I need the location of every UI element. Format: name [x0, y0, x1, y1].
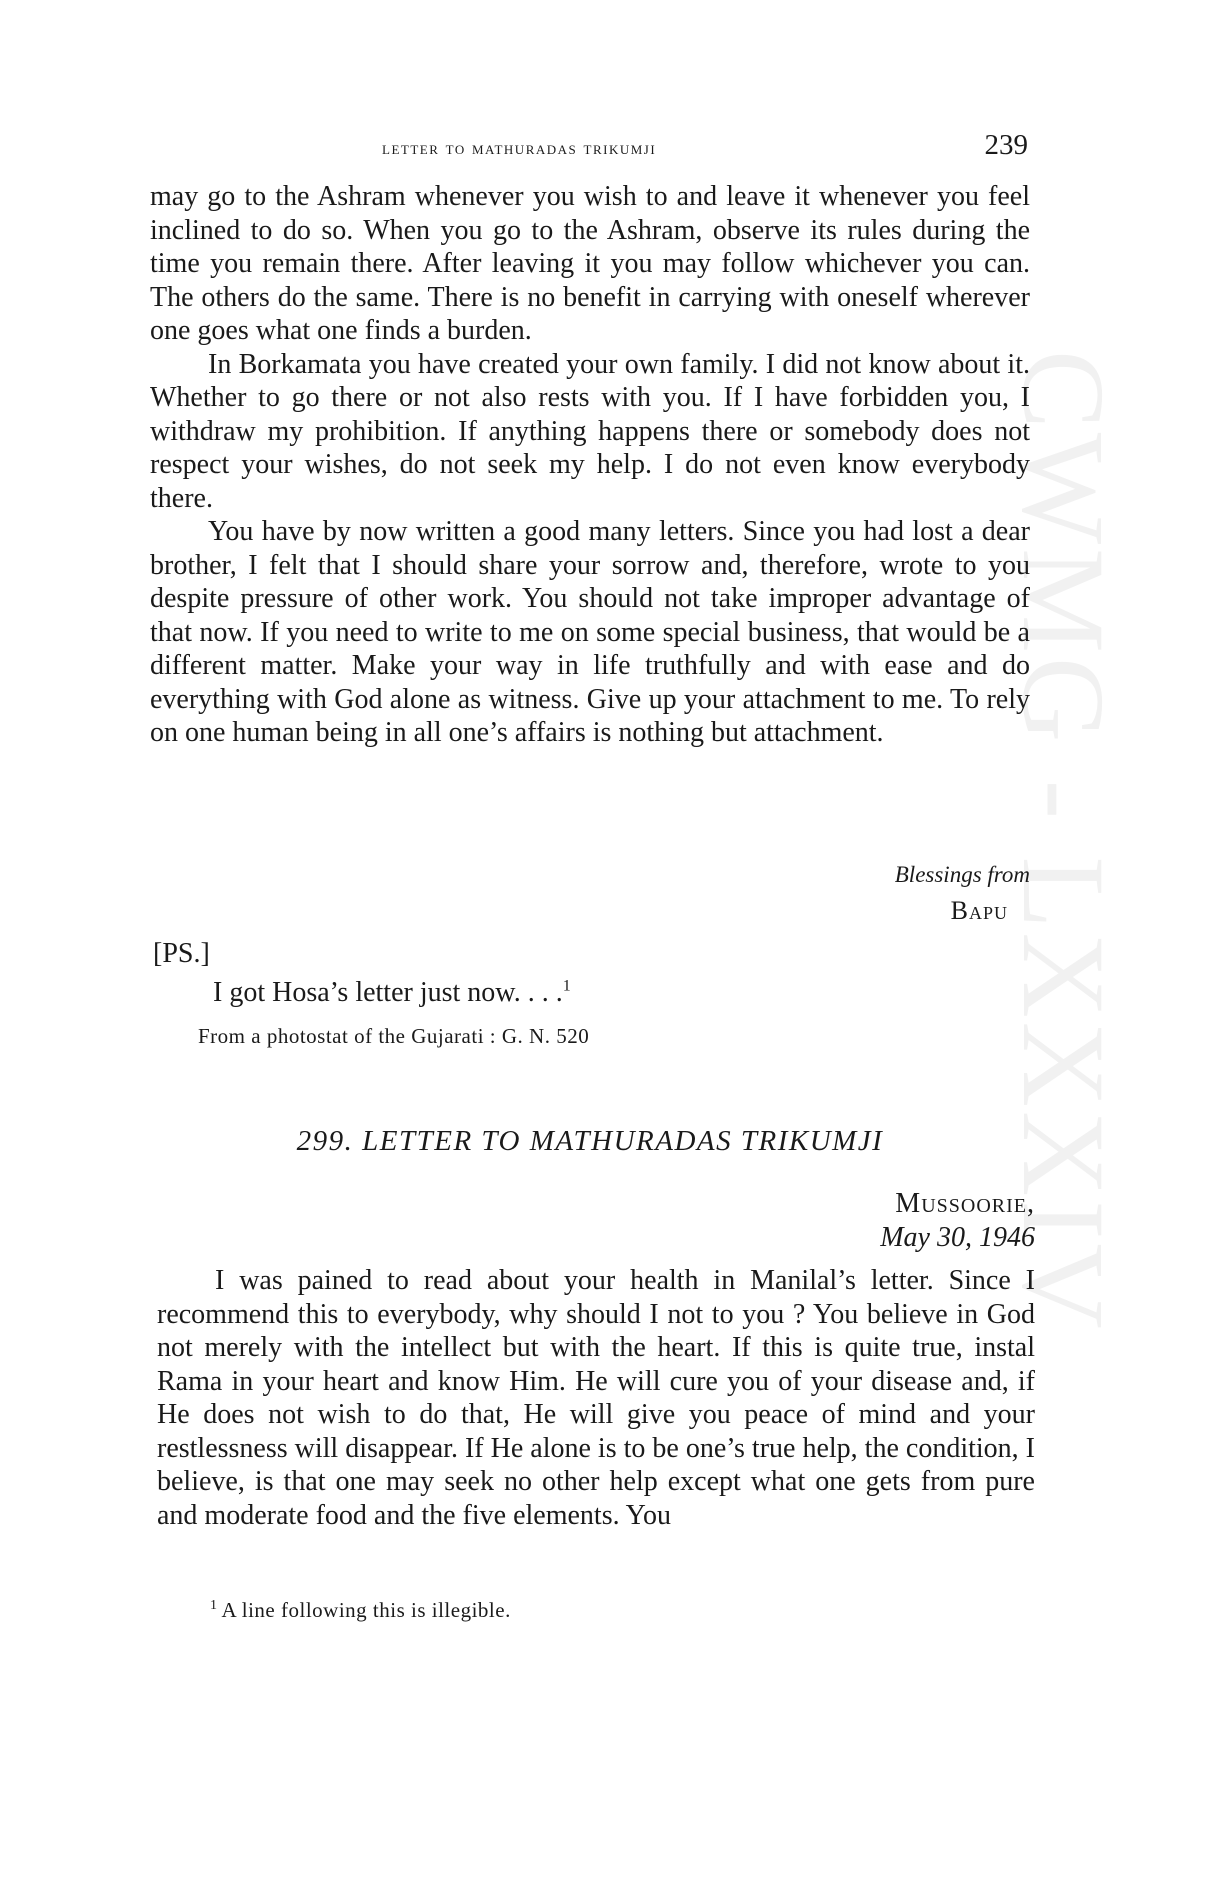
- source-note: From a photostat of the Gujarati : G. N. 520: [198, 1024, 590, 1048]
- postscript-text: [213, 977, 571, 1009]
- letter-place: Mussoorie,: [895, 1188, 1035, 1219]
- letter-body: [157, 1264, 1035, 1532]
- paragraph-4: I was pained to read about your health in Manilal’s letter. Since I recommend this to everybody, why should I not to you ? You believe in God not merely with the intellect but with the heart. If this is quite true, instal Rama in your heart and know Him. He will cure you of your disease and, if He does not wish to do that, He will give you peace of mind and your restlessness will disappear. If He alone is to be one’s true help, the condition, I believe, is that one may seek no other help except what one gets from pure and moderate food and the five elements. You: [157, 1265, 1035, 1531]
- paragraph-2: In Borkamata you have created your own family. I did not know about it. Whether to go there or not also rests with you. If I have forbidden you, I withdraw my prohibition. If anything happens there or somebody does not respect your wishes, do not seek my help. I do not even know everybody there.: [150, 348, 1030, 514]
- postscript-body: I got Hosa’s letter just now. . . .: [213, 977, 563, 1008]
- footnote-text: A line following this is illegible.: [221, 1598, 511, 1622]
- footnote-mark: 1: [210, 1598, 218, 1613]
- letter-date: May 30, 1946: [880, 1222, 1035, 1253]
- running-title: letter to mathuradas trikumji: [382, 138, 657, 159]
- footnote-reference: 1: [562, 977, 571, 995]
- signature: Bapu: [950, 896, 1008, 925]
- paragraph-1: may go to the Ashram whenever you wish to and leave it whenever you feel inclined to do so. When you go to the Ashram, observe its rules during the time you remain there. After leaving it you may follow whichever you can. The others do the same. There is no benefit in carrying with oneself wherever one goes what one finds a burden.: [150, 181, 1030, 346]
- paragraph-3: You have by now written a good many letters. Since you had lost a dear brother, I felt that I should share your sorrow and, therefore, wrote to you despite pressure of other work. You should not take improper advantage of that now. If you need to write to me on some special business, that would be a different matter. Make your way in life truthfully and with ease and do everything with God alone as witness. Give up your attachment to me. To rely on one human being in all one’s affairs is nothing but attachment.: [150, 516, 1030, 748]
- watermark: CWMG - LXXXIV: [998, 350, 1129, 1333]
- page-number: 239: [984, 129, 1028, 161]
- letter-heading: 299. LETTER TO MATHURADAS TRIKUMJI: [296, 1125, 884, 1157]
- closing-blessings: Blessings from: [894, 862, 1030, 887]
- postscript-label: [PS.]: [153, 938, 210, 969]
- letter-body-continued: [150, 180, 1030, 750]
- footnote: [210, 1598, 511, 1623]
- running-head: [150, 129, 1030, 173]
